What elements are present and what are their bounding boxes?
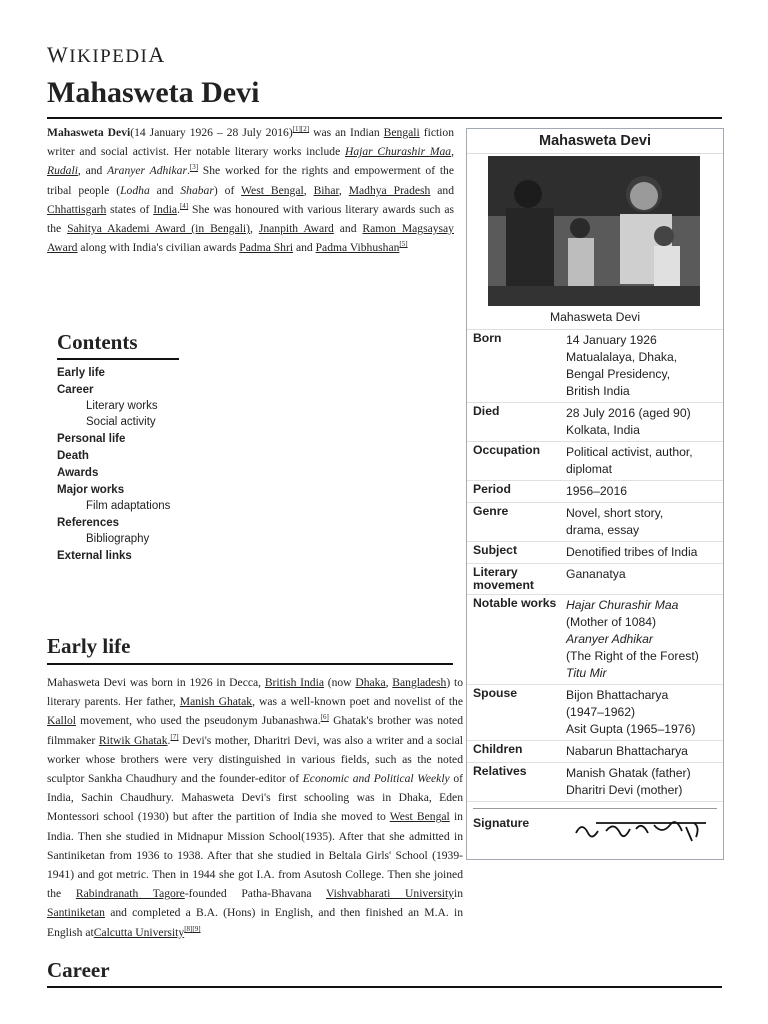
link-ritwik-ghatak[interactable]: Ritwik Ghatak xyxy=(98,733,168,747)
intro-paragraph: Mahasweta Devi(14 January 1926 – 28 July 2016)[1][2] was an Indian Bengali fiction writer and social activist. Her notable literary works include Hajar Churashir Maa, Rudali, and Aranyer Adhikar.[3] She worked for the rights and empowerment of the tribal people (Lodha and Shabar) of West Bengal, Bihar, Madhya Pradesh and Chhattisgarh states of India.[4] She was honoured with various literary awards such as the Sahitya Akademi Award (in Bengali), Jnanpith Award and Ramon Magsaysay Award along with India's civilian awards Padma Shri and Padma Vibhushan[5] xyxy=(47,125,455,255)
born-value: 14 January 1926 Matualalaya, Dhaka, Bengal Presidency, British India xyxy=(566,333,678,398)
infobox xyxy=(466,128,724,860)
toc-item-references[interactable]: References xyxy=(57,516,120,529)
spouse-value: Bijon Bhattacharya (1947–1962) Asit Gupta (1965–1976) xyxy=(566,688,696,736)
toc-item-social-activity[interactable]: Social activity xyxy=(86,415,156,428)
infobox-row-occupation: Occupation Political activist, author, diplomat xyxy=(467,442,723,481)
link-west-bengal[interactable]: West Bengal xyxy=(241,183,304,197)
link-ramon-magsaysay[interactable]: Ramon Magsaysay Award xyxy=(47,222,454,255)
infobox-row-works: Notable works Hajar Churashir Maa (Mother of 1084) Aranyer Adhikar (The Right of the Forest) Titu Mir xyxy=(467,595,723,685)
page-title: Mahasweta Devi xyxy=(47,76,260,109)
toc-heading: Contents xyxy=(57,330,138,354)
infobox-row-movement: Literary movement Gananatya xyxy=(467,564,723,595)
link-santiniketan[interactable]: Santiniketan xyxy=(47,906,105,920)
toc-item-literary-works[interactable]: Literary works xyxy=(86,399,158,412)
infobox-row-relatives: Relatives Manish Ghatak (father) Dharitri Devi (mother) xyxy=(467,763,723,802)
link-india[interactable]: India xyxy=(153,202,178,216)
table-of-contents xyxy=(57,330,357,562)
ref-link[interactable]: [7] xyxy=(170,732,179,741)
infobox-row-children: Children Nabarun Bhattacharya xyxy=(467,741,723,763)
section-heading-career: Career xyxy=(47,958,110,982)
link-kallol[interactable]: Kallol xyxy=(47,714,76,728)
ref-link[interactable]: [3] xyxy=(189,163,199,172)
link-padma-shri[interactable]: Padma Shri xyxy=(239,241,294,255)
ref-link[interactable]: [4] xyxy=(179,201,189,210)
link-bangladesh[interactable]: Bangladesh xyxy=(392,676,447,689)
link-calcutta-university[interactable]: Calcutta University xyxy=(93,925,185,939)
toc-item-career[interactable]: Career xyxy=(57,383,94,396)
toc-list xyxy=(57,367,357,562)
infobox-row-spouse: Spouse Bijon Bhattacharya (1947–1962) Asit Gupta (1965–1976) xyxy=(467,685,723,741)
toc-item-awards[interactable]: Awards xyxy=(57,466,99,479)
works-value: Hajar Churashir Maa (Mother of 1084) Aranyer Adhikar (The Right of the Forest) Titu Mir xyxy=(566,598,699,680)
link-bihar[interactable]: Bihar xyxy=(313,183,339,197)
link-madhya-pradesh[interactable]: Madhya Pradesh xyxy=(348,183,431,197)
ref-link[interactable]: [5] xyxy=(399,240,408,249)
infobox-row-subject: Subject Denotified tribes of India xyxy=(467,542,723,564)
link-dhaka[interactable]: Dhaka xyxy=(355,676,386,689)
ref-link[interactable]: [6] xyxy=(320,713,329,722)
children-value: Nabarun Bhattacharya xyxy=(566,744,688,758)
infobox-row-genre: Genre Novel, short story, drama, essay xyxy=(467,503,723,542)
wikipedia-logo[interactable]: WIKIPEDIA xyxy=(47,42,166,67)
ref-link[interactable]: [2] xyxy=(300,125,310,134)
link-sahitya-akademi[interactable]: Sahitya Akademi Award (in Bengali) xyxy=(67,222,250,236)
ref-link[interactable]: [1] xyxy=(292,125,301,134)
infobox-row-signature: Signature xyxy=(467,809,723,859)
link-british-india[interactable]: British India xyxy=(264,676,324,689)
toc-item-external-links[interactable]: External links xyxy=(57,549,132,562)
section-divider xyxy=(47,663,453,665)
section-divider xyxy=(47,986,722,988)
link-visva-bharati[interactable]: Vishvabharati University xyxy=(326,887,454,901)
relatives-value: Manish Ghatak (father) Dharitri Devi (mother) xyxy=(566,766,691,797)
infobox-row-period: Period 1956–2016 xyxy=(467,481,723,503)
photo-caption: Mahasweta Devi xyxy=(467,306,723,330)
toc-item-death[interactable]: Death xyxy=(57,449,89,462)
infobox-divider xyxy=(473,802,717,809)
section-heading-early-life: Early life xyxy=(47,634,131,658)
ref-link[interactable]: [9] xyxy=(192,924,201,933)
genre-value: Novel, short story, drama, essay xyxy=(566,506,664,537)
link-bengali[interactable]: Bengali xyxy=(383,126,420,139)
signature-image xyxy=(562,809,723,859)
link-padma-vibhushan[interactable]: Padma Vibhushan xyxy=(315,241,400,255)
toc-divider xyxy=(57,358,179,360)
link-rabindranath-tagore[interactable]: Rabindranath Tagore xyxy=(75,887,185,901)
infobox-title: Mahasweta Devi xyxy=(467,129,723,154)
toc-item-personal-life[interactable]: Personal life xyxy=(57,432,126,445)
occupation-value: Political activist, author, diplomat xyxy=(566,445,693,476)
infobox-row-died: Died 28 July 2016 (aged 90) Kolkata, India xyxy=(467,403,723,442)
link-hajar-churashir-maa[interactable]: Hajar Churashir Maa xyxy=(344,145,452,159)
portrait-photo[interactable] xyxy=(488,156,700,306)
ref-link[interactable]: [8] xyxy=(184,924,193,933)
link-west-bengal-2[interactable]: West Bengal xyxy=(389,810,450,824)
toc-item-bibliography[interactable]: Bibliography xyxy=(86,532,150,545)
toc-item-early-life[interactable]: Early life xyxy=(57,366,105,379)
toc-item-major-works[interactable]: Major works xyxy=(57,483,125,496)
link-chhattisgarh[interactable]: Chhattisgarh xyxy=(47,202,107,216)
toc-item-film-adaptations[interactable]: Film adaptations xyxy=(86,499,171,512)
died-value: 28 July 2016 (aged 90) Kolkata, India xyxy=(566,406,691,437)
link-rudali[interactable]: Rudali xyxy=(47,164,78,178)
early-life-paragraph: Mahasweta Devi was born in 1926 in Decca, British India (now Dhaka, Bangladesh) to literary parents. Her father, Manish Ghatak, was a well-known poet and novelist of the Kallol movement, who used the pseudonym Jubanashwa.[6] Ghatak's brother was noted filmmaker Ritwik Ghatak.[7] Devi's mother, Dharitri Devi, was also a writer and a social worker whose brothers were very distinguished in various fields, such as the noted sculptor Sankha Chaudhury and the founder-editor of Economic and Political Weekly of India, Sachin Chaudhury. Mahasweta Devi's first schooling was in Dhaka, Eden Montessori school (1930) but after the partition of India she moved to West Bengal in India. Then she studied in Midnapur Mission School(1935). After that she admitted in Santiniketan from 1936 to 1938. After that she studied in Beltala Girls' School (1939-1941) and got metric. Then in 1944 she got I.A. from Asutosh College. Then she joined the Rabindranath Tagore-founded Patha-Bhavana Vishvabharati Universityin Santiniketan and completed a B.A. (Hons) in English, and then finished an M.A. in English atCalcutta University[8][9] xyxy=(47,676,464,939)
period-value: 1956–2016 xyxy=(566,484,628,498)
link-manish-ghatak[interactable]: Manish Ghatak xyxy=(179,695,253,709)
subject-value: Denotified tribes of India xyxy=(566,545,698,559)
title-divider xyxy=(47,117,722,119)
infobox-row-born: Born 14 January 1926 Matualalaya, Dhaka, Bengal Presidency, British India xyxy=(467,330,723,403)
link-jnanpith[interactable]: Jnanpith Award xyxy=(258,222,334,236)
movement-value: Gananatya xyxy=(566,567,626,581)
